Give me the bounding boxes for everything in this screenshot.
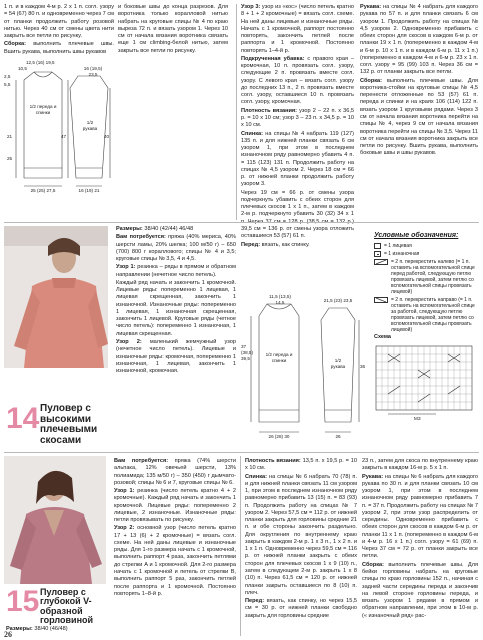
label: Узор 1: [114,488,135,495]
paragraph: выполнить плечевые швы. Для воротника-стойки на круговые спицы № 4,5 перенести отложенные по 53 (57) 61 п. переда и спинки и на краях 106 (114) 122 п. вязать узором 1 круговыми рядами. Через 3 см от начала вязания воротника перейти на спицы № 4, через 9 см от начала вязания воротника перейти на спицы № 3,5. Через 11 см от начала вязания воротника закрыть все петли по рисунку. Вшить рукава, выполнить боковые швы и швы рукавов. [360,77,478,157]
paragraph: 38/40 (42/44) 46/48 [142,226,194,232]
label: Плотность вязания: [241,107,298,114]
top-col1-text [4,4,114,57]
legend-item-text: = 2 п. перекрестить направо (= 1 п. оставить на вспомогательной спице за работой, следующую петлю провязать лицевой, затем петлю со вспомогательной спицы провязать лицевой) [391,296,475,333]
diagram-label-sleeve: 1/2 рукава [330,358,346,369]
paragraph: вязать, как спинку. [260,241,310,248]
legend [374,232,480,333]
legend-item-knit [374,243,480,249]
diagram-label: 10,5 [18,66,27,71]
diagram-label: 21 [7,134,13,139]
paragraph: 13,5 п. x 19,5 р. = 10 x 10 см. [245,458,357,472]
diagram-label: 26 [335,434,341,439]
label: Узор 2: [114,525,135,532]
diagram-label: 26 (28) 30 [268,434,290,439]
label: Перед: [245,598,265,605]
stitch-grid [374,344,478,418]
paragraph: 23 п., затем для скоса по внутреннему краю закрыть в каждом 16-м р. 5 x 1 п. [362,458,478,472]
legend-item-cross-left [374,259,480,295]
paragraph: на спицы № 4 набрать 119 (127) 135 п. и для нижней планки связать 6 см узором 1, при этом в последнем изнаночном ряду равномерно убавить 4 п. = 115 (123) 131 п. Продолжить работу на спицах № 4,5 узором 2. Через 18 см = 66 р. от нижней планки продолжить работу узором 3. [241,130,354,188]
stitch-scheme [374,334,480,428]
sweater-14-photo [4,226,108,368]
label: Перед: [241,241,261,248]
top-col2-text [118,4,228,56]
diagram-label: 21,5 (23) 23,5 [323,298,353,303]
top-col2-paragraph: и боковые швы до конца разрезов. Для воротника только коралловой нитью набрать на круговые спицы № 4 по краю выреза 72 п. и вязать узором 1. Через 10 см от начала вязания воротника связать еще 1 см climbing-белой нитью, затем закрыть все петли по рисунку. [118,4,228,54]
column-divider [240,456,241,636]
label: Размеры: [116,226,143,232]
top-col3-text [241,4,354,250]
page-number: 26 [4,630,12,639]
top-col1-assembly: выполнить плечевые швы. Вшить рукава, выполнить швы рукавов [4,41,114,55]
legend-item-text: = 1 изнаночная [384,250,420,257]
sweater-15-illustration [4,456,106,584]
section-15-col3-text [245,458,357,621]
schematic-diagram-mid [241,294,371,444]
top-col4-text [360,4,478,159]
paragraph: на спицы № 6 набрать для каждого рукава по 30 п. и для планки связать 10 см узором 1, при этом в последнем изнаночном ряду равномерно прибавить 7 п. = 37 п. Продолжить работу на спицах № 7 узором 2, при этом узор распределить от середины. Одновременно прибавить с обеих сторон для скосов в каждом 6-м р. от планки 11 x 1 п. (попеременно в каждом 6-м и 4-м р. 16 x 1 п.) согл. узору = 61 (69) п. Через 37 см = 72 р. от планки закрыть все петли. [362,473,478,560]
section-15-sizes [6,626,116,633]
paragraph: пряжа (40% мериса, 40% шерсти ламы, 20% шелка; 100 м/50 г) – 650 (700) 800 г кораллового; спицы № 4 и 3,5; круговые спицы № 3,5, 4 и 4,5. [116,234,236,263]
label: Сборка: [362,561,385,568]
paragraph: пряжа (74% шерсти альпака, 12% овечьей шерсти, 13% полиамида; 135 м/50 г) – 350 (450) г дымчато-розовой; спицы № 6 и 7, круговые спицы № 6. [114,458,236,486]
paragraph: на спицы № 4 набрать для каждого рукава по 57 п. и для планки связать 6 см узором 1. Продолжить работу на спицах № 4,5 узором 2. Одновременно прибавить с обеих сторон для скосов в каждом 6-м р. от планки 19 x 1 п. (попеременно в каждом 4-м и 6-м р. 10 x 1 п. и в каждом 6-м р. 11 x 1 п.) (попеременно в каждом 4-м и 6-м р. 23 x 1 п. согл. узору = 95 (99) 103 п. Через 36 см = 132 р. от планки закрыть все петли. [360,4,478,76]
sweater-15-photo [4,456,106,584]
legend-title: Условные обозначения: [374,232,459,239]
knit-symbol-icon [374,243,381,249]
section-14-title: Пуловер с высокими плечевыми скосами [40,403,98,446]
section-15-col4-text [362,458,478,621]
paragraph: вязать, как спинку, но через 15,5 см = 30 р. от нижней планки свободно закрыть для горловины средние [245,598,357,619]
paragraph: на спицы № 6 набрать 70 (78) п. и для нижней планки связать 11 см узором 1, при этом в последнем изнаночном ряду равномерно прибавить 13 (15) п. = 83 (93) п. Продолжить работу на спицах № 7 узором 2. Через 57,5 см = 112 р. от нижней планки закрыть для горловины средние 21 п. и обе стороны закончить раздельно. Для округления по внутреннему краю закрыть в каждом 2-м р. 1 x 3 п., 1 x 2 п. и 1 x 1 п. Одновременно через 59,5 см = 116 р. от нижней планки закрыть с обеих сторон для плечевых скосов 1 x 9 (10) п., затем в следующем 2-м р. закрыть 1 x 8 (10) п. Через 61,5 см = 120 р. от нижней планки закрыть оставшиеся по 8 (10) п. плеч. [245,473,357,596]
label: Узор 1: [116,264,136,271]
scheme-label: МЗ [414,416,421,421]
legend-item-cross-right [374,297,480,333]
paragraph: узор 2 – 22 п. x 36,5 р. = 10 x 10 см; узор 3 – 23 п. x 34,5 р. = 10 x 10 см. [241,107,354,129]
label: Узор 3: [241,4,261,10]
sweater-14-illustration [4,226,108,368]
label: Спинка: [241,130,264,137]
paragraph: узор из «кос» (число петель кратно 8 + 1 + 2 кромочные) = вязать согл. схеме. На ней даны лицевые и изнаночные ряды. Начать с 1 кромочной, раппорт постоянно повторять, закончить петлей после раппорта и 1 кромочной. Постоянно повторять 1–4-й р. [241,4,354,54]
diagram-label: 37 (38,5) 39,5 [241,344,254,361]
section-15-title: Пуловер с глубокой V-образной горловиной [40,587,94,626]
paragraph: маленький жемчужный узор (нечетное число петель). Лицевые и изнаночные ряды: кромочная, попеременно 1 изнаночная, 1 лицевая, закончить 1 изнаночной, кромочная. [116,338,236,375]
diagram-label-front-back: 1/2 переда и спинки [29,104,57,115]
purl-symbol-icon [374,251,381,257]
paragraph: выполнить плечевые швы. Для бейки горловины набрать на круговые спицы по краю горловины 152 п., начиная с задней части середины переда и закончив на левой стороне горловины переда, и вязать узором 1 рядами в прямом и обратном направлении, при этом в 10-м р. (« изнаночный ряд» рас- [362,561,478,619]
diagram-label: 12,5 (16) 19,5 [26,60,55,65]
paragraph: 38/40 (46/48) [32,626,68,632]
label: Подкрученная убавка: [241,55,305,62]
top-col1-paragraph: 1 п. и в каждом 4-м р. 2 х 1 п. согл. узору = 54 (67) 80 п. и одновременно через 7 см от планки продолжить работу розовой нитью. Через 40 см от смены цвета нити закрыть все петли по рисунку. [4,4,114,40]
section-15-col2-text [114,458,236,599]
paragraph: Через 19 см = 66 р. от смены узора подчеркнуть убавить с обеих сторон для плечевых скосов 1 x 1 п., затем в каждом 2-м р. подчеркнуто убавить 30 (32) 34 x 1 п. Через 37 см = 128 р. (38,5 см = 132 р.) 39,5 см = 136 р. от смены узора отложить оставшиеся 53 (57) 61 п. [241,189,354,240]
section-14-text [116,226,236,376]
diagram-label-front-back: 1/2 переда и спинки [265,352,293,363]
diagram-label: 2,5 [4,74,11,79]
section-14-number: 14 [6,402,40,435]
diagram-label: 16 (19,5) 23,5 [83,66,103,77]
label: Вам потребуется: [116,234,166,241]
label: Плотность вязания: [245,458,301,464]
pattern-schematic-mid [241,294,371,444]
schematic-diagram-top [4,60,116,200]
label: Размеры: [6,626,33,632]
paragraph: резинка (число петель кратно 4 + 2 кромочные). Каждый ряд начать и закончить 1 кромочной. Лицевые ряды: попеременно 2 лицевые, 2 изнаночные. Изнаночные ряды: петли провязывать по рисунку. [114,488,236,524]
diagram-label: 47 [61,134,67,139]
column-divider [236,4,237,220]
section-divider [4,222,479,223]
label: Рукава: [360,4,382,10]
label: Сборка: [360,77,383,84]
section-15-number: 15 [6,585,40,618]
paragraph: с правого края – кромочная, 10 п. провязать согл. узору, следующие 2 п. провязать вместе согл. узору. С левого края – вязать согл. узору до последних 13 п., 2 п. провязать вместе согл. узору, оставшиеся 10 п. провязать согл. узору, кромочная. [241,55,355,106]
paragraph: основной узор (число петель кратно 17 + 13 (6) + 2 кромочные) = вязать согл. схеме. На ней даны лицевые и изнаночные ряды. Для 1-го размера начать с 1 кромочной, выполнить раппорт 4 раза, закончить петлями до стрелки A и 1 кромочной. Для 2-го размера начать с 1 кромочной и петель от стрелки B, выполнить раппорт 5 раз, закончить петлей после раппорта и 1 кромочной. Постоянно повторять 1–8-й р. [114,525,236,597]
label: Вам потребуется: [114,458,169,464]
diagram-label: 11,5 (13,5) 14,5 [269,294,291,305]
label: Рукава: [362,473,384,480]
diagram-label: 36 [360,364,366,369]
cross-left-symbol-icon [374,259,388,265]
section-divider [4,452,479,453]
legend-item-purl [374,251,480,257]
diagram-label: 25 [7,156,13,161]
paragraph: резинка – ряды в прямом и обратном направлении (нечетное число петель). [116,264,236,278]
label: Узор 2: [116,338,142,345]
paragraph: Каждый ряд начать и закончить 1 кромочной. Лицевые ряды: попеременно 1 лицевая, 1 лицевая скрещенная, закончить 1 изнаночной. Изнаночные ряды: попеременно 1 лицевая, 1 изнаночная скрещенная, закончить 1 лицевой. Круговые ряды (четное число петель): попеременно 1 изнаночная, 1 лицевая скрещенная. [116,279,236,337]
diagram-label-sleeve: 1/2 рукава [82,120,98,131]
legend-item-text: = 2 п. перекрестить налево (= 1 п. оставить на вспомогательной спице перед работой, следующую петлю провязать лицевой, затем петлю со вспомогательной спицы провязать лицевой) [391,258,475,295]
cross-left-graphic [375,260,387,264]
diagram-label: 5,5 [4,82,11,87]
label: Спинка: [245,473,268,480]
diagram-label: 16 (19) 21 [78,188,100,193]
diagram-label: 25 (25) 27,5 [30,188,56,193]
cross-right-graphic [375,298,387,302]
diagram-label: 40 [104,134,110,139]
cross-right-symbol-icon [374,297,388,303]
top-col1-assembly-label: Сборка: [4,41,27,48]
scheme-title: Схема [374,334,391,340]
legend-item-text: = 1 лицевая [384,242,412,249]
